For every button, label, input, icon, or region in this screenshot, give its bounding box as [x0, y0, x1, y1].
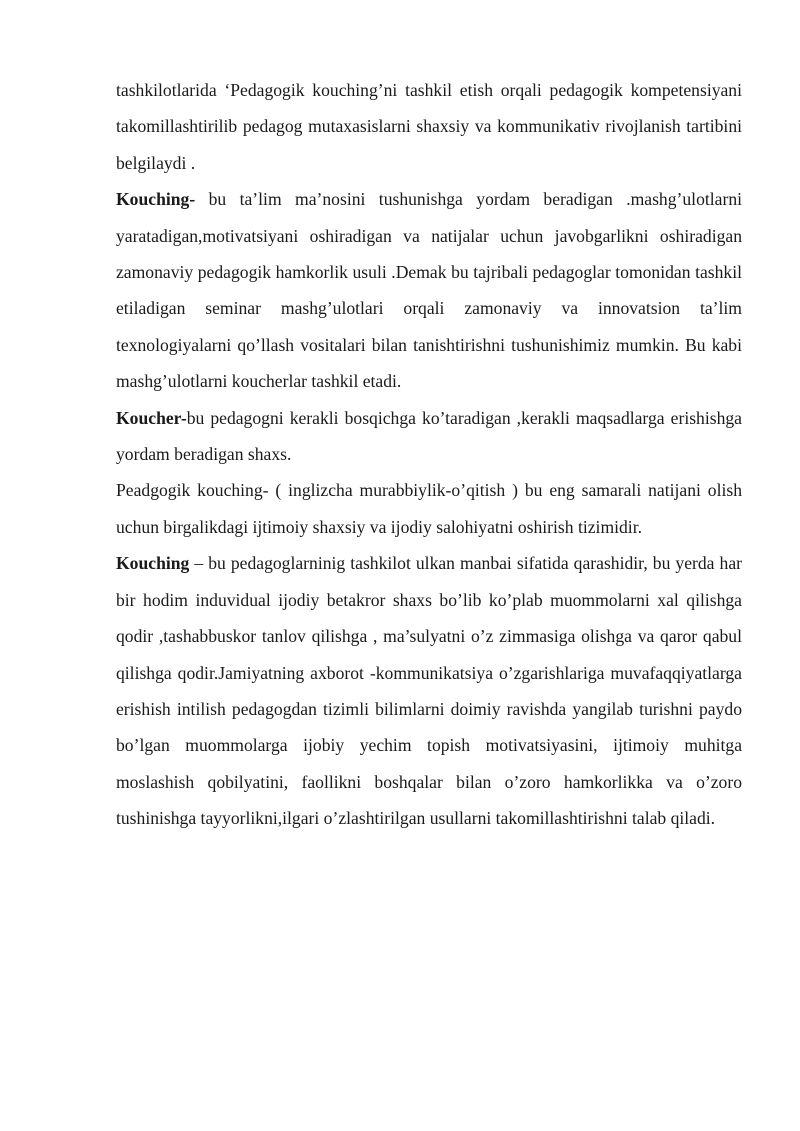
term-koucher: Koucher-: [116, 407, 187, 428]
paragraph-text: bu ta’lim ma’nosini tushunishga yordam beradigan .mashg’ulotlarni yaratadigan,motivatsiyani oshiradigan va natijalar uchun javobgarlikni oshiradigan zamonaviy pedagogik hamkorlik usuli .Demak bu tajribali pedagoglar tomonidan tashkil etiladigan seminar mashg’ulotlari orqali zamonaviy va innovatsion ta’lim texnologiyalarni qo’llash vositalari bilan tanishtirishni tushunishimiz mumkin. Bu kabi mashg’ulotlarni koucherlar tashkil etadi.: [116, 189, 742, 392]
paragraph-text: tashkilotlarida ‘Pedagogik kouching’ni tashkil etish orqali pedagogik kompetensiyani takomillashtirilib pedagog mutaxasislarni shaxsiy va kommunikativ rivojlanish tartibini belgilaydi .: [116, 80, 742, 173]
term-kouching-2: Kouching: [116, 553, 190, 574]
paragraph-text: Peadgogik kouching- ( inglizcha murabbiylik-o’qitish ) bu eng samarali natijani olish uchun birgalikdagi ijtimoiy shaxsiy va ijodiy salohiyatni oshirish tizimidir.: [116, 480, 742, 537]
paragraph-kouching-organization: [116, 545, 742, 836]
paragraph-text: – bu pedagoglarninig tashkilot ulkan manbai sifatida qarashidir, bu yerda har bir hodim induvidual ijodiy betakror shaxs bo’lib ko’plab muommolarni xal qilishga qodir ,tashabbuskor tanlov qilishga , ma’sulyatni o’z zimmasiga olishga va qaror qabul qilishga qodir.Jamiyatning axborot -kommunikatsiya o’zgarishlariga muvafaqqiyatlarga erishish intilish pedagogdan tizimli bilimlarni doimiy ravishda yangilab turishni paydo bo’lgan muommolarga ijobiy yechim topish motivatsiyasini, ijtimoiy muhitga moslashish qobilyatini, faollikni boshqalar bilan o’zoro hamkorlikka va o’zoro tushinishga tayyorlikni,ilgari o’zlashtirilgan usullarni takomillashtirishni talab qiladi.: [116, 553, 742, 829]
paragraph-kouching-definition: [116, 181, 742, 399]
paragraph-text: bu pedagogni kerakli bosqichga ko’taradigan ,kerakli maqsadlarga erishishga yordam beradigan shaxs.: [116, 407, 742, 465]
paragraph-koucher-definition: [116, 400, 742, 473]
term-kouching: Kouching-: [116, 189, 196, 210]
paragraph-intro: [116, 72, 742, 181]
document-page: [116, 72, 742, 837]
paragraph-pedagogik-kouching: [116, 472, 742, 545]
